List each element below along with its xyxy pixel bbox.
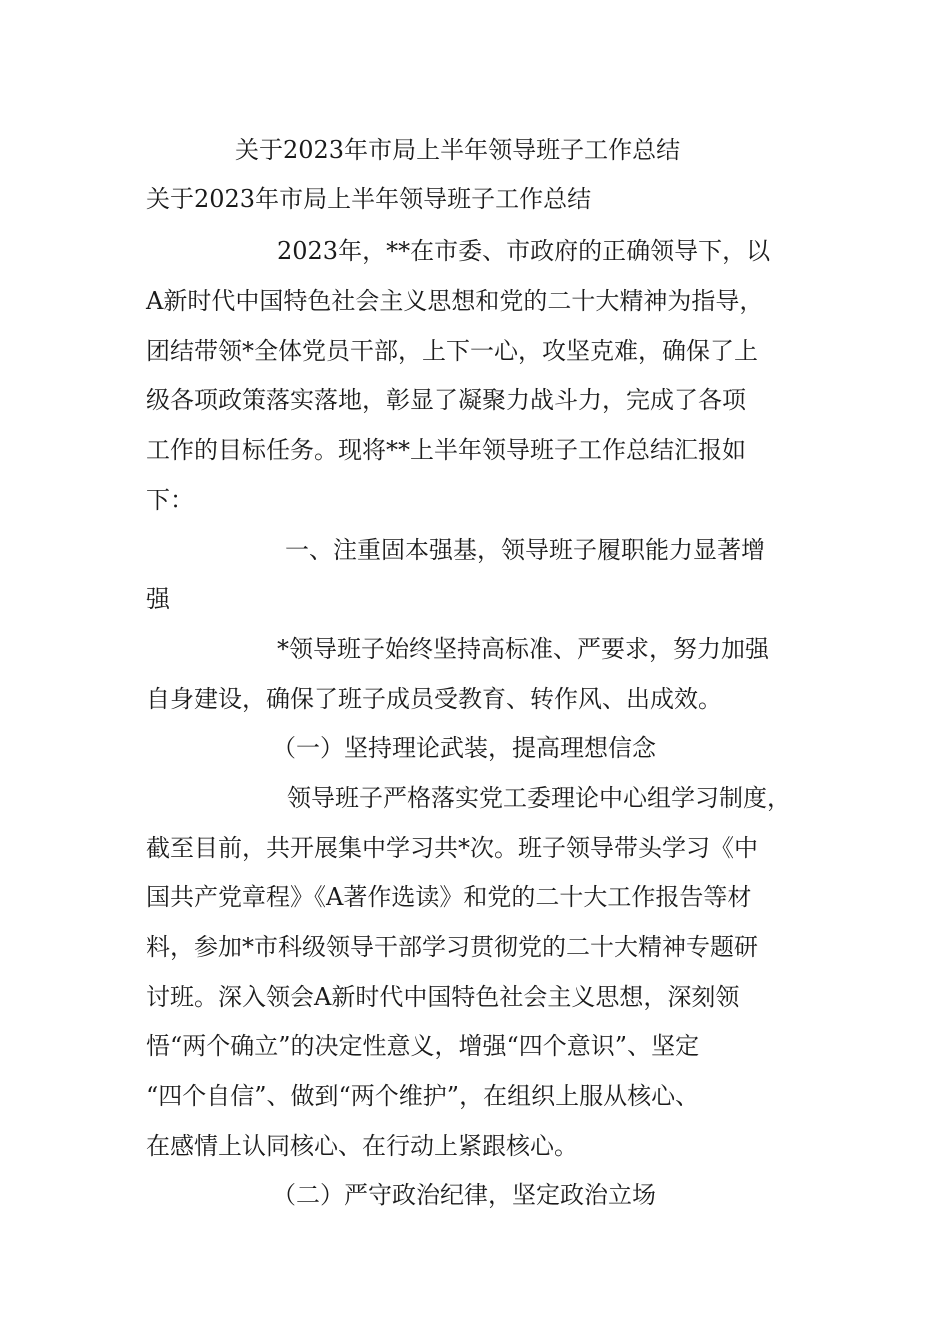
section-heading: 一、注重固本强基，领导班子履职能力显著增 [285, 536, 765, 564]
body-line: 国共产党章程》《A著作选读》和党的二十大工作报告等材 [146, 883, 752, 911]
intro-line: 下： [146, 486, 194, 514]
body-line: 悟“两个确立”的决定性意义，增强“四个意识”、坚定 [146, 1032, 700, 1060]
intro-line: 级各项政策落实落地，彰显了凝聚力战斗力，完成了各项 [146, 386, 746, 414]
doc-subtitle: 关于2023年市局上半年领导班子工作总结 [146, 185, 592, 213]
body-line: 在感情上认同核心、在行动上紧跟核心。 [146, 1132, 578, 1160]
doc-title: 关于2023年市局上半年领导班子工作总结 [235, 136, 681, 164]
body-line: 领导班子严格落实党工委理论中心组学习制度， [287, 784, 791, 812]
body-line: “四个自信”、做到“两个维护”，在组织上服从核心、 [146, 1082, 700, 1110]
intro-line: 工作的目标任务。现将**上半年领导班子工作总结汇报如 [146, 436, 746, 464]
intro-line: A新时代中国特色社会主义思想和党的二十大精神为指导， [146, 287, 764, 315]
subsection-heading: （二）严守政治纪律，坚定政治立场 [272, 1181, 656, 1209]
body-line: 截至目前，共开展集中学习共*次。班子领导带头学习《中 [146, 834, 758, 862]
intro-line: 团结带领*全体党员干部，上下一心，攻坚克难，确保了上 [146, 337, 758, 365]
body-line: 讨班。深入领会A新时代中国特色社会主义思想，深刻领 [146, 983, 740, 1011]
intro-line: 2023年，**在市委、市政府的正确领导下，以 [277, 237, 771, 265]
section-para-line: *领导班子始终坚持高标准、严要求，努力加强 [277, 635, 769, 663]
body-line: 料，参加*市科级领导干部学习贯彻党的二十大精神专题研 [146, 933, 758, 961]
section-heading: 强 [146, 585, 170, 613]
section-para-line: 自身建设，确保了班子成员受教育、转作风、出成效。 [146, 685, 722, 713]
subsection-heading: （一）坚持理论武装，提高理想信念 [272, 734, 656, 762]
